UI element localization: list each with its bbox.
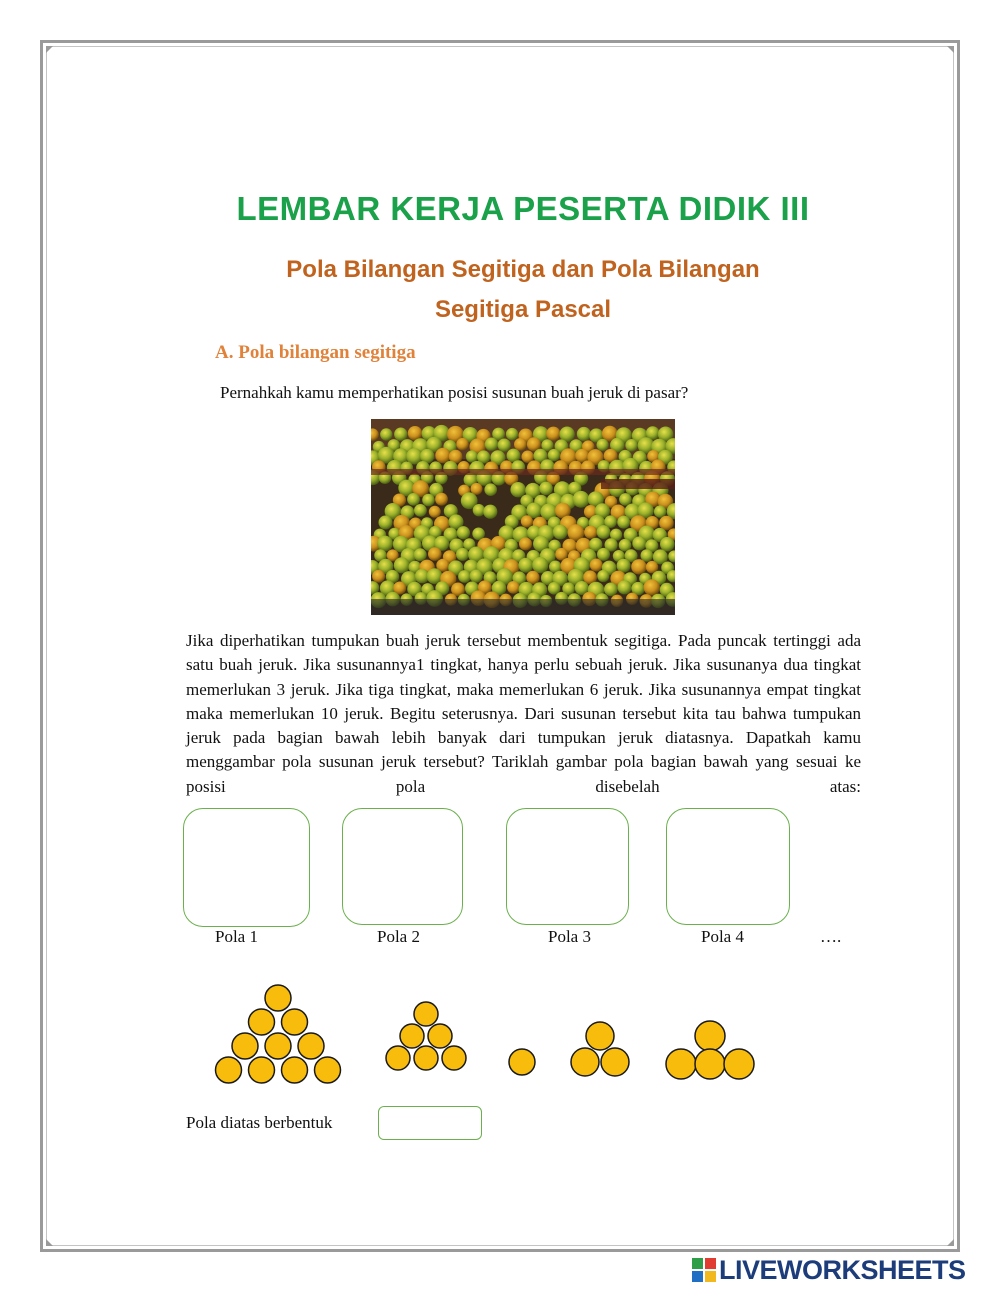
photo-orange (590, 559, 603, 572)
drop-zone-pola-2[interactable] (342, 808, 463, 925)
photo-orange (518, 558, 533, 573)
photo-orange (644, 579, 660, 595)
orange-ball (265, 985, 291, 1011)
photo-orange (473, 504, 485, 516)
photo-orange (619, 493, 632, 506)
photo-orange (617, 516, 630, 529)
photo-orange (519, 537, 532, 550)
photo-orange (407, 493, 420, 506)
photo-orange (470, 570, 483, 583)
orange-ball (695, 1021, 725, 1051)
orange-ball (414, 1002, 438, 1026)
story-paragraph: Jika diperhatikan tumpukan buah jeruk tersebut membentuk segitiga. Pada puncak tertinggi ada satu buah jeruk. Jika susunannya1 tingkat, hanya perlu sebuah jeruk. Jika susunanya dua tingkat memerlukan 3 jeruk. Jika tiga tingkat, maka memerlukan 6 jeruk. Jika susunannya empat tingkat maka memerlukan 10 jeruk. Begitu seterusnya. Dari susunan tersebut kita tau bahwa tumpukan jeruk pada bagian bawah lebih banyak dari tumpukan jeruk diatasnya. Dapatkah kamu menggambar pola susunan jeruk tersebut? Tariklah gambar pola bagian bawah yang sesuai ke posisi pola disebelah atas: (186, 631, 861, 796)
photo-orange (507, 581, 520, 594)
worksheet-title: LEMBAR KERJA PESERTA DIDIK III (236, 190, 810, 227)
drop-zone-pola-1[interactable] (183, 808, 310, 927)
pattern-ellipsis: …. (820, 927, 842, 946)
drop-zone-pola-4[interactable] (666, 808, 790, 925)
pola-label-2: Pola 2 (377, 927, 420, 946)
photo-orange (577, 427, 591, 441)
oranges-photo (371, 419, 675, 615)
photo-orange (435, 448, 450, 463)
orange-ball (442, 1046, 466, 1070)
photo-orange (546, 427, 560, 441)
photo-orange (617, 559, 631, 573)
drop-zone-pola-3[interactable] (506, 808, 629, 925)
orange-ball (724, 1049, 754, 1079)
photo-orange (573, 491, 590, 508)
photo-orange (532, 557, 548, 573)
orange-ball (601, 1048, 629, 1076)
ball-pattern-4[interactable] (571, 1022, 629, 1076)
frame-corner (947, 46, 954, 53)
orange-ball (414, 1046, 438, 1070)
subtitle-line-1: Pola Bilangan Segitiga dan Pola Bilangan (286, 256, 760, 283)
brand-name: LIVEWORKSHEETS (719, 1254, 966, 1285)
orange-ball (232, 1033, 258, 1059)
photo-orange (632, 536, 646, 550)
subtitle-line-2: Segitiga Pascal (434, 296, 612, 323)
orange-ball (298, 1033, 324, 1059)
photo-orange (456, 438, 468, 450)
photo-orange (597, 525, 611, 539)
orange-ball (282, 1057, 308, 1083)
photo-orange (514, 438, 527, 451)
photo-orange (456, 548, 469, 561)
frame-corner (947, 1239, 954, 1246)
photo-orange (597, 439, 609, 451)
ball-pattern-3[interactable] (509, 1049, 535, 1075)
photo-orange (641, 549, 654, 562)
photo-orange (466, 450, 478, 462)
photo-orange (457, 526, 470, 539)
photo-orange (597, 570, 609, 582)
photo-orange (485, 438, 498, 451)
orange-ball (428, 1024, 452, 1048)
photo-orange (498, 439, 511, 452)
photo-orange (631, 559, 646, 574)
photo-orange (604, 583, 618, 597)
photo-orange (435, 493, 448, 506)
photo-orange (372, 570, 385, 583)
photo-orange (414, 548, 427, 561)
photo-orange (584, 526, 597, 539)
worksheet-subtitle (200, 250, 846, 330)
answer-label: Pola diatas berbentuk (186, 1113, 333, 1132)
photo-orange (394, 557, 410, 573)
photo-orange (548, 449, 560, 461)
orange-ball (315, 1057, 341, 1083)
pola-label-4: Pola 4 (701, 927, 744, 946)
liveworksheets-logo-icon (692, 1258, 716, 1282)
photo-orange (484, 483, 497, 496)
photo-orange (483, 505, 497, 519)
photo-orange (428, 547, 442, 561)
frame-corner (46, 46, 53, 53)
frame-corner (46, 1239, 53, 1246)
orange-ball (265, 1033, 291, 1059)
orange-ball (586, 1022, 614, 1050)
orange-ball (695, 1049, 725, 1079)
photo-orange (625, 439, 638, 452)
photo-orange (394, 428, 407, 441)
photo-orange (521, 515, 533, 527)
orange-ball (666, 1049, 696, 1079)
orange-ball (386, 1046, 410, 1070)
photo-orange (422, 494, 435, 507)
photo-orange (510, 482, 525, 497)
pola-label-3: Pola 3 (548, 927, 591, 946)
photo-orange (380, 428, 392, 440)
answer-input[interactable] (378, 1106, 482, 1140)
pola-label-1: Pola 1 (215, 927, 258, 946)
section-heading: A. Pola bilangan segitiga (215, 342, 416, 363)
orange-ball (249, 1057, 275, 1083)
draggable-patterns (200, 960, 780, 1100)
photo-orange (458, 570, 471, 583)
photo-orange (414, 504, 427, 517)
liveworksheets-brand[interactable] (692, 1253, 966, 1287)
photo-orange (429, 506, 441, 518)
photo-orange (617, 580, 631, 594)
orange-ball (216, 1057, 242, 1083)
photo-orange (553, 525, 568, 540)
ball-pattern-1[interactable] (216, 985, 341, 1083)
photo-orange (654, 505, 666, 517)
photo-orange (539, 482, 553, 496)
intro-question: Pernahkah kamu memperhatikan posisi susunan buah jeruk di pasar? (220, 383, 689, 402)
photo-orange (379, 516, 393, 530)
orange-ball (400, 1024, 424, 1048)
orange-ball (509, 1049, 535, 1075)
orange-ball (282, 1009, 308, 1035)
orange-ball (249, 1009, 275, 1035)
orange-ball (571, 1048, 599, 1076)
photo-orange (506, 428, 518, 440)
photo-orange (597, 548, 610, 561)
photo-orange (660, 537, 675, 552)
ball-pattern-2[interactable] (386, 1002, 466, 1070)
ball-pattern-5[interactable] (666, 1021, 754, 1079)
oranges-illustration (371, 419, 675, 615)
photo-orange (377, 536, 393, 552)
